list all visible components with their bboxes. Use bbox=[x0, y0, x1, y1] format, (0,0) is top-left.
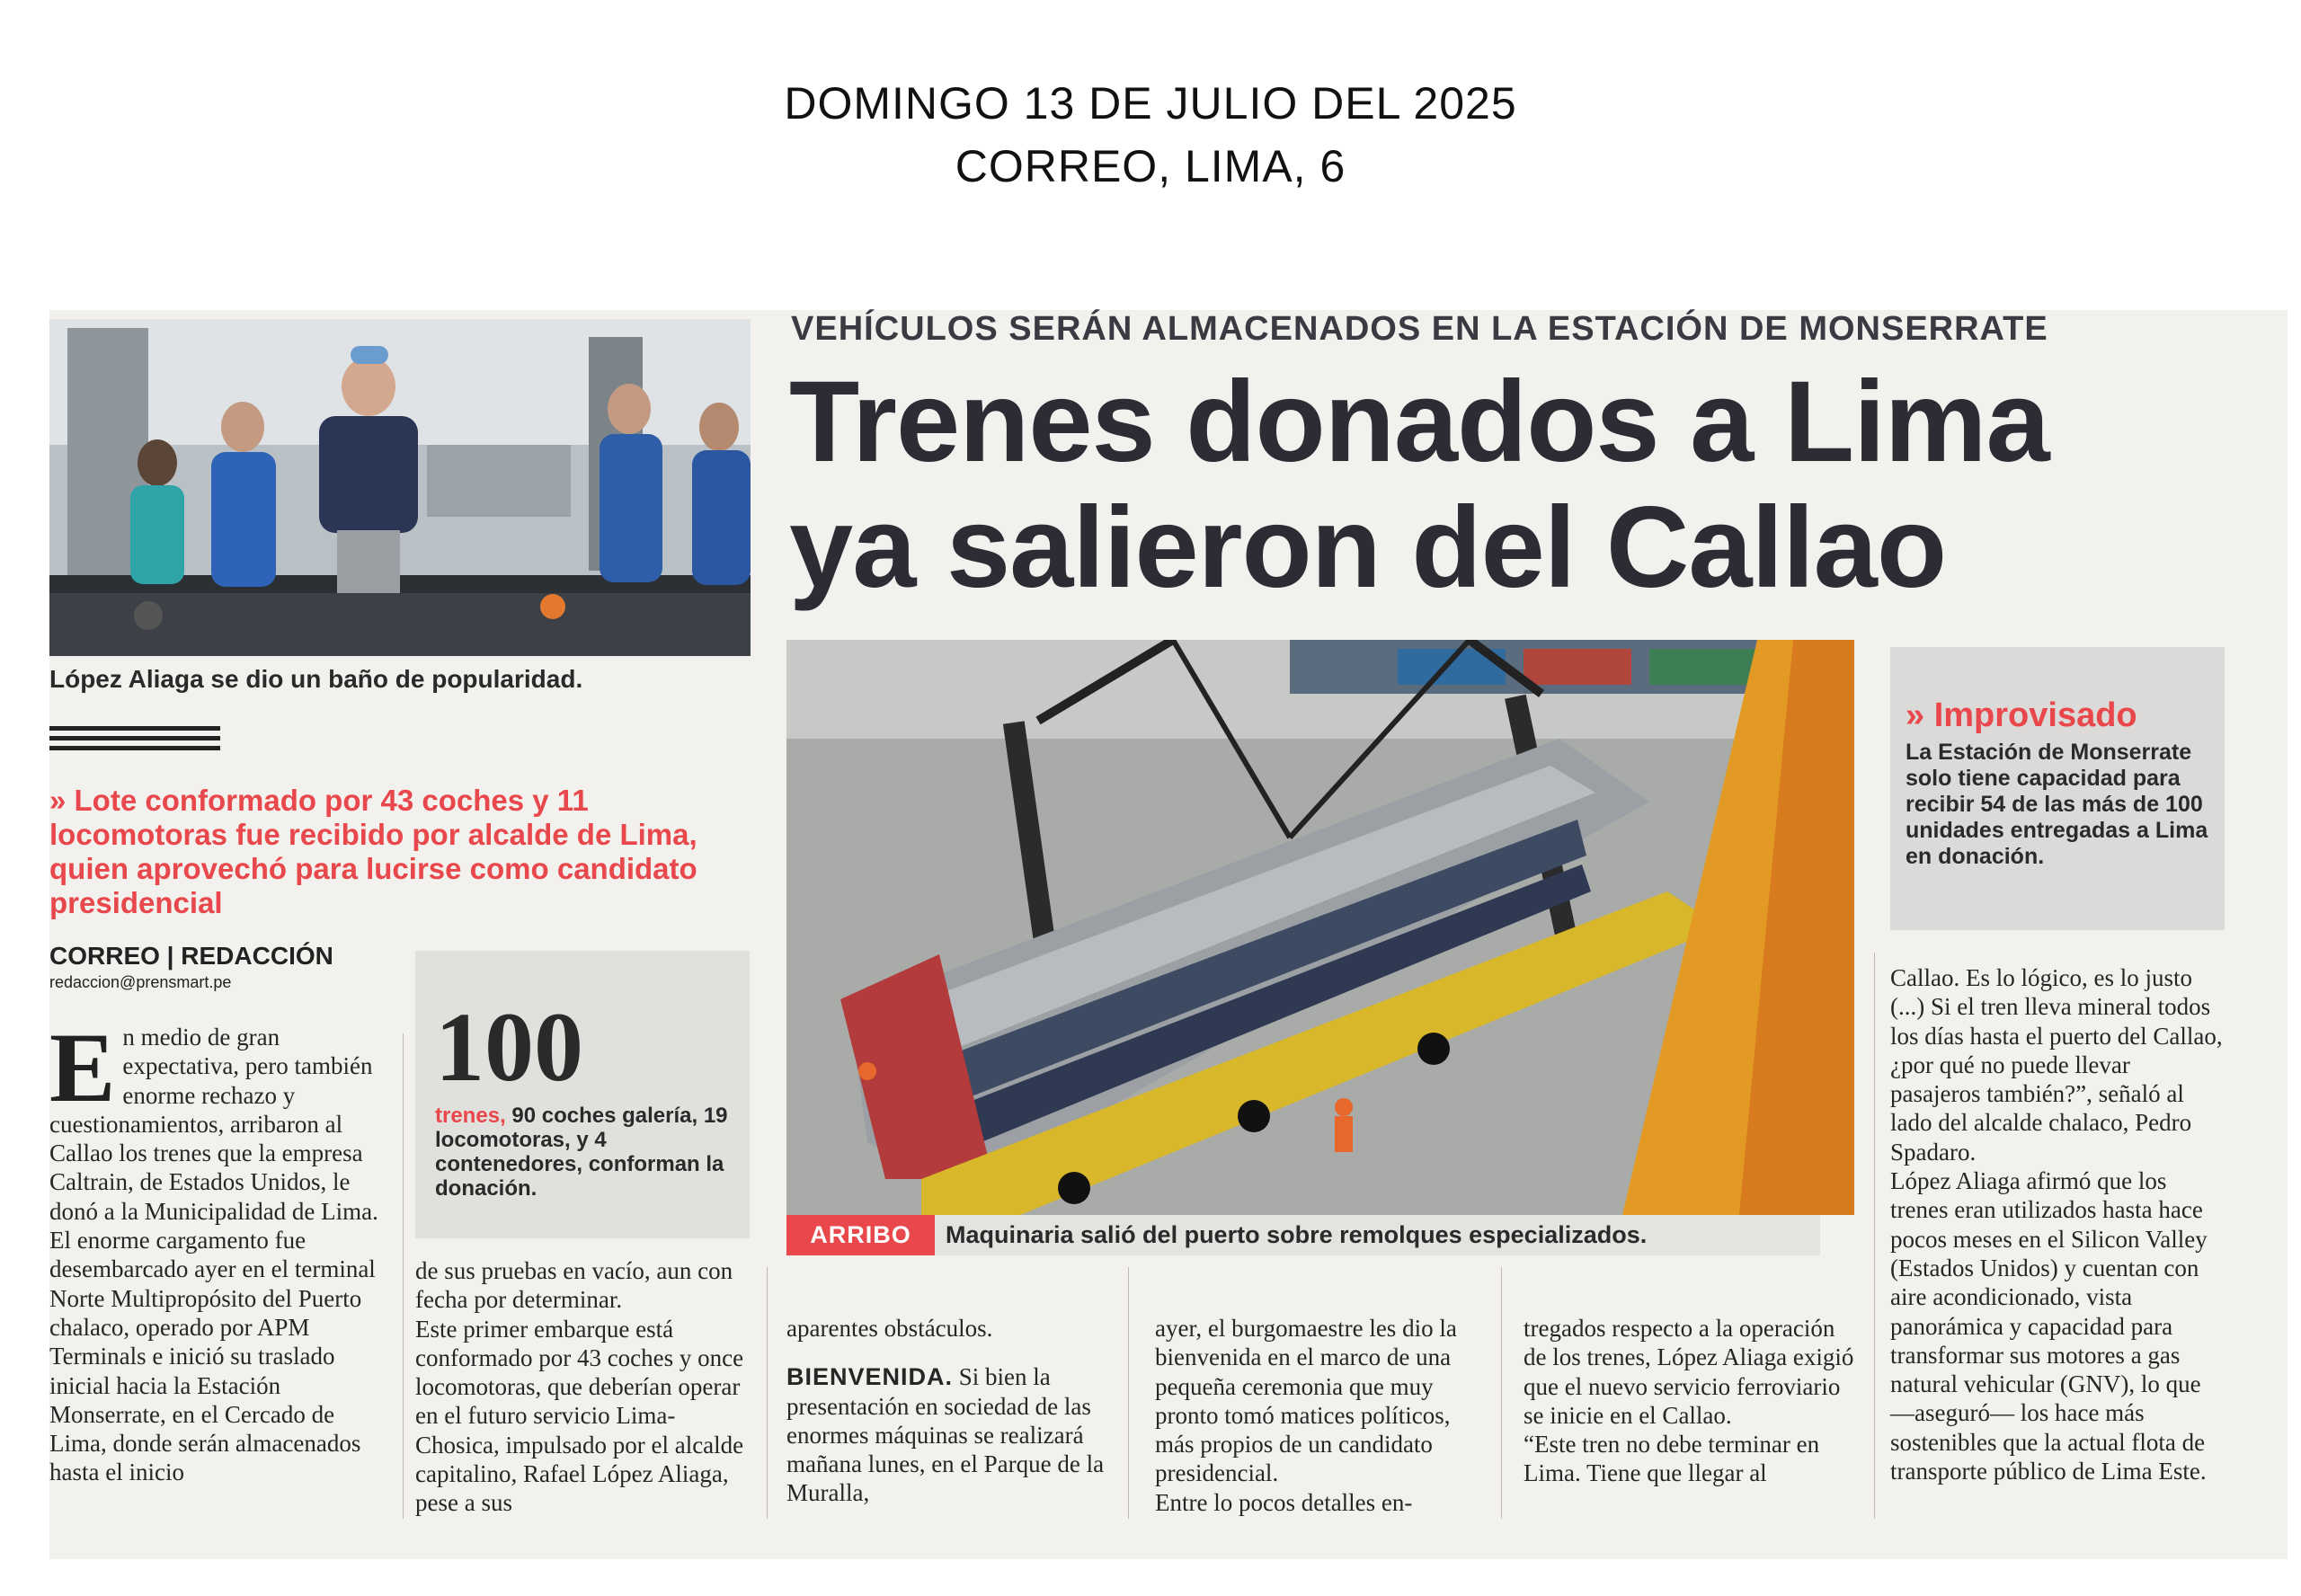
article-column-6 bbox=[1890, 963, 2225, 1485]
column-divider bbox=[1874, 953, 1875, 1519]
decorative-rules bbox=[49, 726, 229, 756]
paragraph: “Este tren no debe terminar en Lima. Tiene que llegar al bbox=[1524, 1431, 1820, 1487]
paragraph bbox=[786, 1362, 1119, 1507]
train-photo bbox=[786, 640, 1854, 1215]
photo-caption-text: Maquinaria salió del puerto sobre remolques especializados. bbox=[946, 1221, 1648, 1248]
paragraph-text: Si bien la presentación en sociedad de las enormes máquinas se realizará mañana lunes, en el Parque de la Muralla, bbox=[786, 1363, 1105, 1507]
column-divider bbox=[1128, 1267, 1129, 1519]
article-dek: » Lote conformado por 43 coches y 11 locomotoras fue recibido por alcalde de Lima, quien aprovechó para lucirse como candidato presidencial bbox=[49, 784, 697, 919]
factbox-text bbox=[435, 1104, 741, 1201]
factbox-number: 100 bbox=[435, 992, 583, 1102]
factbox-body: 90 coches galería, 19 locomotoras, y 4 contenedores, conforman la donación. bbox=[435, 1104, 728, 1201]
dropcap: E bbox=[49, 1013, 116, 1122]
column-divider bbox=[1501, 1267, 1502, 1519]
byline: CORREO | REDACCIÓN bbox=[49, 942, 333, 970]
date-line: DOMINGO 13 DE JULIO DEL 2025 bbox=[784, 78, 1517, 129]
paragraph: de sus pruebas en vacío, aun con fecha por determinar. bbox=[415, 1257, 733, 1314]
paragraph: Entre lo pocos detalles en- bbox=[1155, 1488, 1413, 1516]
factbox-highlight: trenes, bbox=[435, 1104, 506, 1128]
paragraph: El enorme cargamento fue desembarcado ayer en el terminal Norte Multipropósito del Puerto chalaco, operado por APM Terminals e inició su traslado inicial hacia la Estación Monserrate, en el Cercado de Lima, donde serán almacenados hasta el inicio bbox=[49, 1227, 376, 1486]
article-column-1 bbox=[49, 1013, 384, 1487]
headline-line-2: ya salieron del Callao bbox=[789, 483, 1946, 612]
paragraph-text: n medio de gran expectativa, pero también enorme rechazo y cuestionamientos, arribaron al Callao los trenes que la empresa Caltrain, de Estados Unidos, le donó a la Municipalidad de Lima. bbox=[49, 1024, 378, 1225]
article-headline bbox=[789, 359, 2245, 611]
article-column-5 bbox=[1524, 1314, 1856, 1488]
paragraph: tregados respecto a la operación de los trenes, López Aliaga exigió que el nuevo servicio ferroviario se inicie en el Callao. bbox=[1524, 1315, 1854, 1429]
photo-caption-tag: ARRIBO bbox=[786, 1215, 935, 1255]
column-divider bbox=[403, 1033, 404, 1519]
paragraph bbox=[49, 1013, 384, 1226]
photo-caption: López Aliaga se dio un baño de popularidad. bbox=[49, 665, 583, 693]
paragraph: Este primer embarque está conformado por 43 coches y once locomotoras, que deberían operar en el futuro servicio Lima-Chosica, impulsado por el alcalde capitalino, Rafael López Aliaga, pese a sus bbox=[415, 1315, 744, 1517]
source-line: CORREO, LIMA, 6 bbox=[955, 141, 1346, 191]
paragraph: Callao. Es lo lógico, es lo justo (...) Si el tren lleva mineral todos los días hasta el puerto del Callao, ¿por qué no puede llevar pasajeros también?”, señaló al lado del alcalde chalaco, Pedro Spadaro. bbox=[1890, 964, 2223, 1166]
paragraph: ayer, el burgomaestre les dio la bienvenida en el marco de una pequeña ceremonia que muy pronto tomó matices políticos, más propios de un candidato presidencial. bbox=[1155, 1315, 1457, 1487]
headline-line-1: Trenes donados a Lima bbox=[789, 358, 2049, 486]
politician-photo bbox=[49, 319, 751, 656]
article-column-4 bbox=[1155, 1314, 1488, 1517]
column-divider bbox=[767, 1267, 768, 1519]
paragraph: aparentes obstáculos. bbox=[786, 1315, 993, 1342]
paragraph: López Aliaga afirmó que los trenes eran utilizados hasta hace pocos meses en el Silicon Valley (Estados Unidos) y cuentan con aire acondicionado, vista panorámica y capacidad para transformar sus motores a gas natural vehicular (GNV), lo que —aseguró— los hace más sostenibles que la actual flota de transporte público de Lima Este. bbox=[1890, 1167, 2208, 1485]
byline-email: redaccion@prensmart.pe bbox=[49, 973, 232, 991]
sidebox-title: » Improvisado bbox=[1906, 696, 2137, 734]
article-kicker: VEHÍCULOS SERÁN ALMACENADOS EN LA ESTACIÓN DE MONSERRATE bbox=[791, 310, 2048, 348]
subhead: BIENVENIDA. bbox=[786, 1363, 954, 1391]
sidebox-text: La Estación de Monserrate solo tiene capacidad para recibir 54 de las más de 100 unidades entregadas a Lima en donación. bbox=[1906, 740, 2208, 869]
article-column-2 bbox=[415, 1256, 750, 1518]
article-column-3 bbox=[786, 1314, 1119, 1508]
